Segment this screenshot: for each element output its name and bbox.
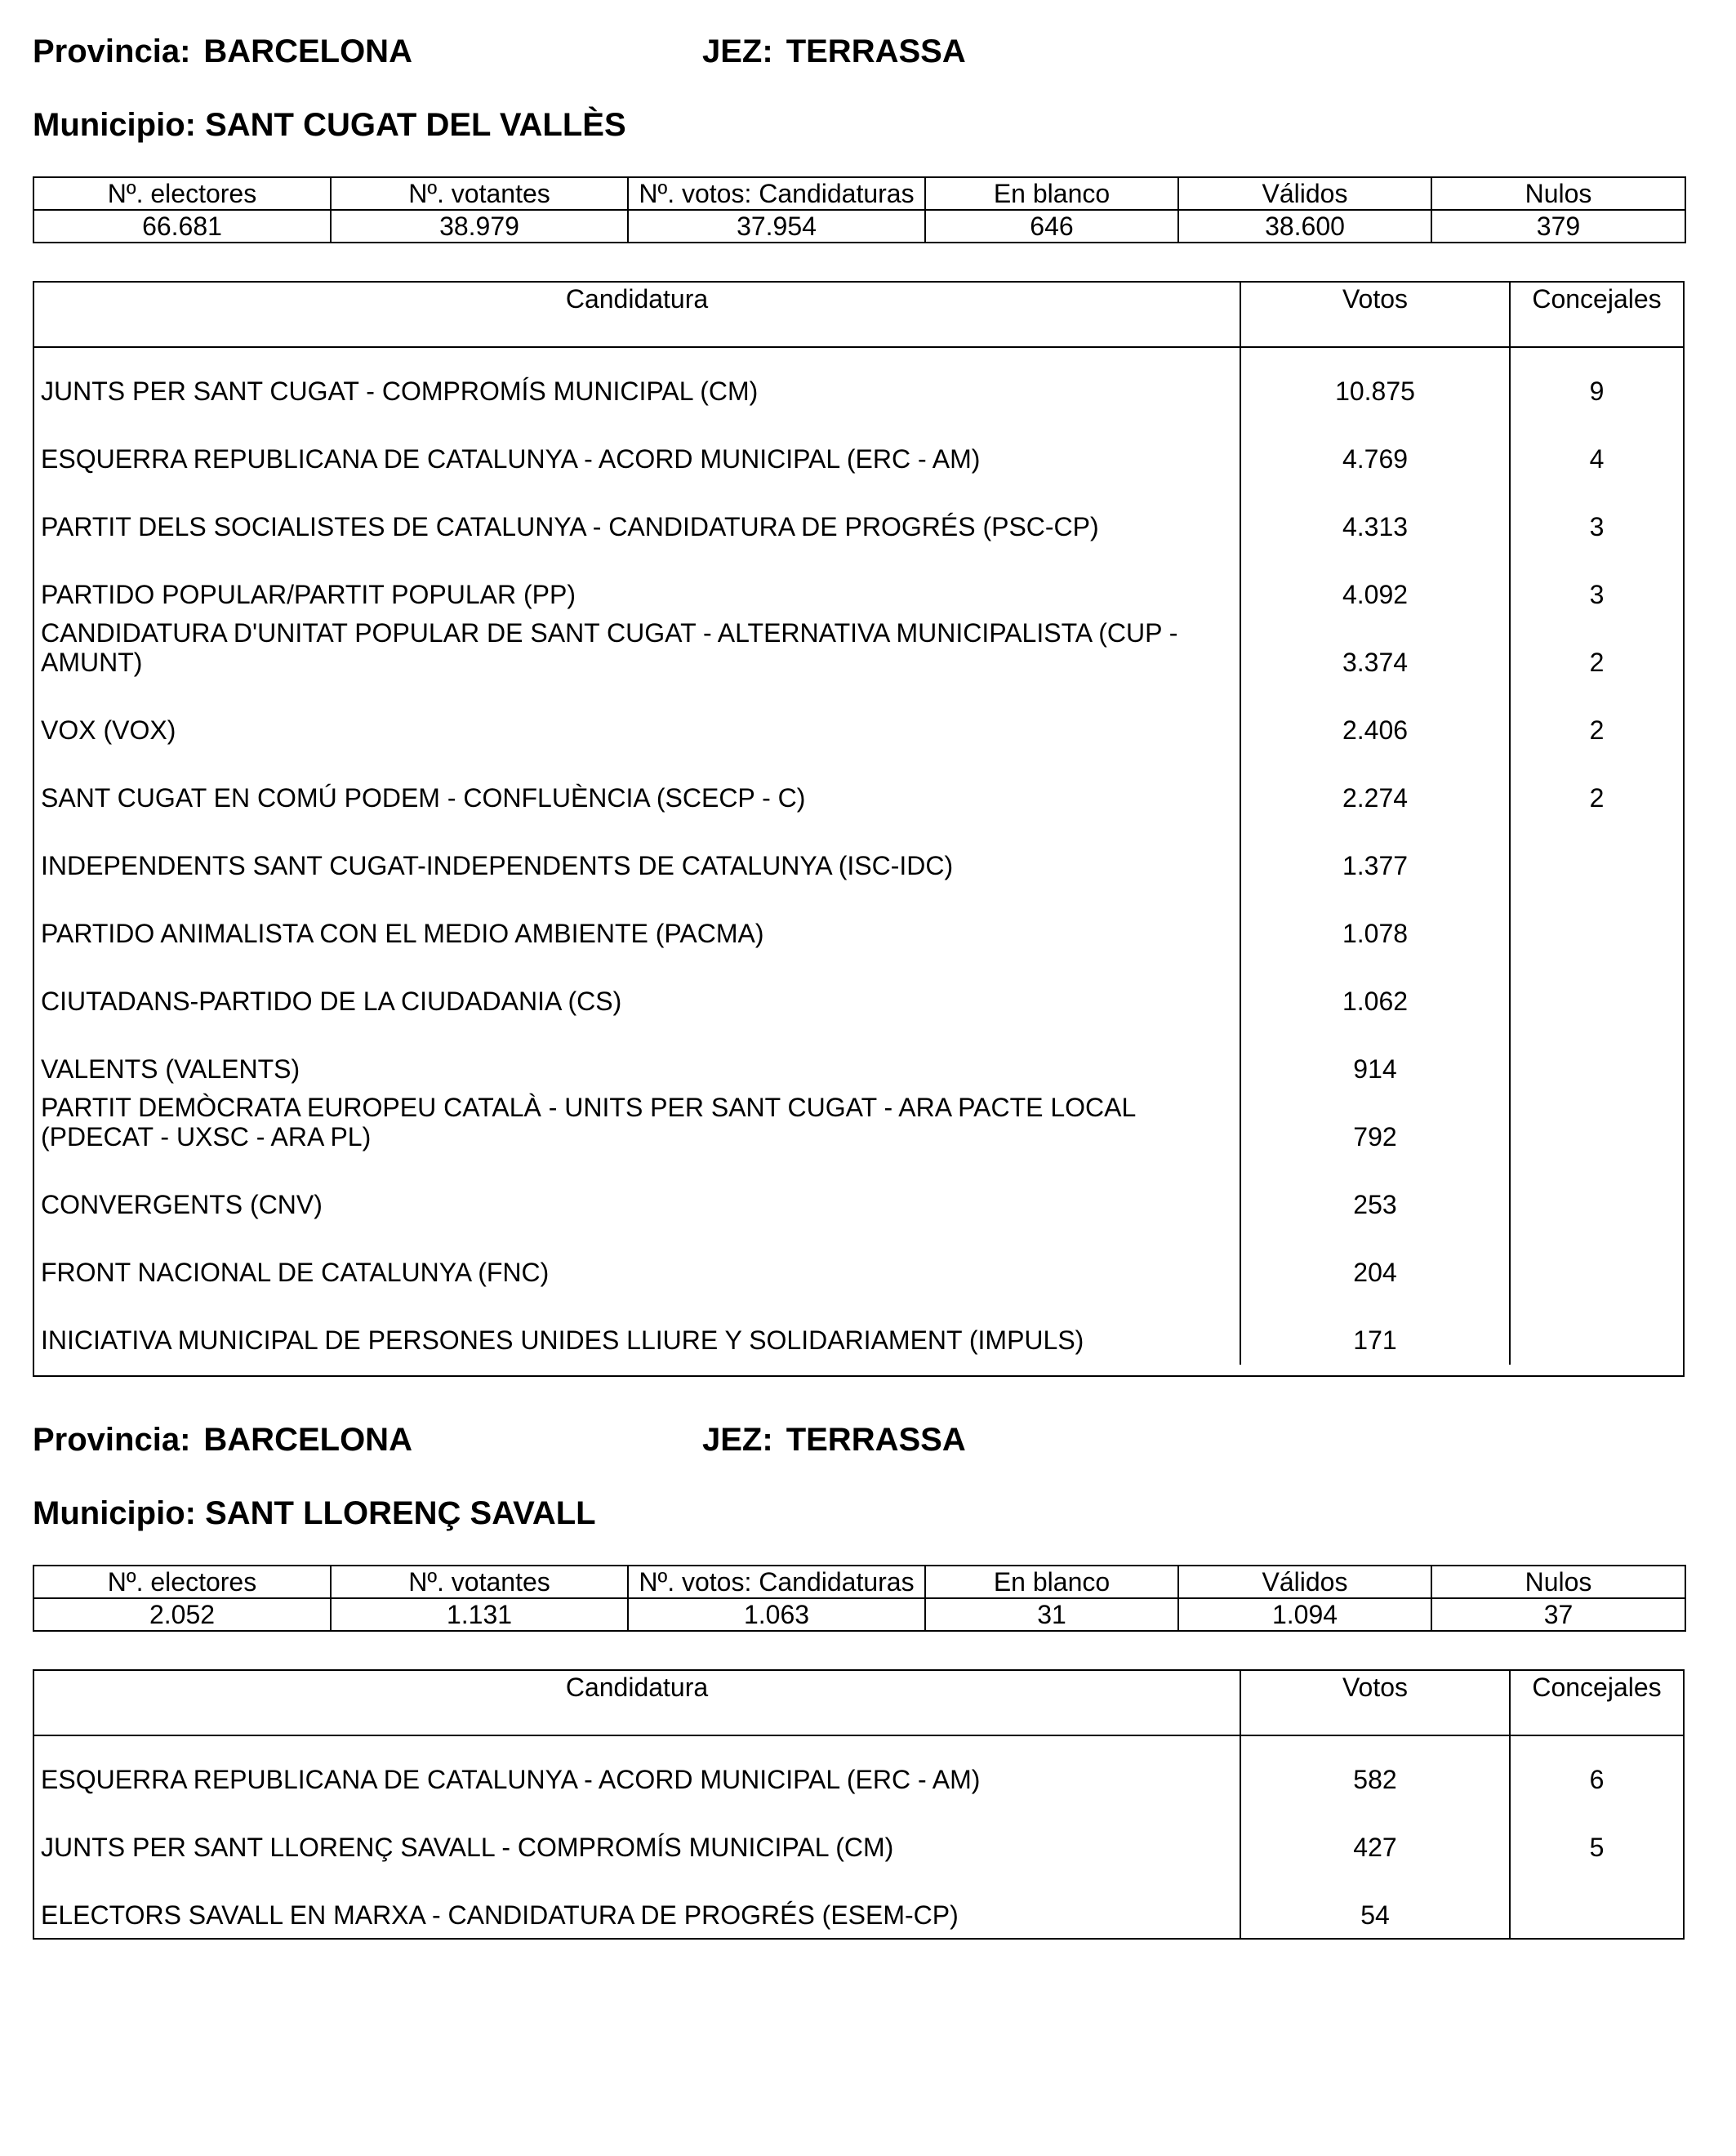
candidatura-cell: SANT CUGAT EN COMÚ PODEM - CONFLUÈNCIA (SCECP - C) — [41, 783, 806, 813]
votos-header: Votos — [1240, 283, 1509, 346]
summary-value-cell: 37 — [1431, 1598, 1685, 1631]
summary-value-cell: 31 — [925, 1598, 1178, 1631]
votos-cell: 2.274 — [1240, 755, 1509, 822]
result-row — [34, 1161, 1683, 1229]
provincia-value: BARCELONA — [203, 1422, 412, 1458]
votos-cell: 582 — [1240, 1736, 1509, 1804]
summary-header-cell: Nº. votantes — [331, 1566, 628, 1598]
candidatura-cell: ESQUERRA REPUBLICANA DE CATALUNYA - ACORD MUNICIPAL (ERC - AM) — [41, 1765, 981, 1794]
municipality-section — [33, 1419, 1685, 1942]
concejales-cell — [1509, 1026, 1683, 1094]
result-row — [34, 551, 1683, 619]
summary-value-cell: 38.979 — [331, 210, 628, 243]
concejales-cell — [1509, 958, 1683, 1026]
votos-cell: 204 — [1240, 1229, 1509, 1297]
summary-value-cell: 2.052 — [33, 1598, 331, 1631]
summary-header-cell: Nº. votos: Candidaturas — [628, 1566, 925, 1598]
summary-header-cell: Nº. electores — [33, 1566, 331, 1598]
summary-header-cell: En blanco — [925, 1566, 1178, 1598]
concejales-cell — [1509, 890, 1683, 958]
votos-cell: 1.377 — [1240, 822, 1509, 890]
summary-value-cell: 1.063 — [628, 1598, 925, 1631]
result-row — [34, 1872, 1683, 1940]
result-row — [34, 1094, 1683, 1161]
votos-header: Votos — [1240, 1671, 1509, 1735]
candidatura-header: Candidatura — [565, 1673, 709, 1702]
municipio-label: Municipio: — [33, 107, 196, 143]
candidatura-cell: PARTIT DELS SOCIALISTES DE CATALUNYA - CANDIDATURA DE PROGRÉS (PSC-CP) — [41, 512, 1099, 541]
summary-value-cell: 1.131 — [331, 1598, 628, 1631]
concejales-cell — [1509, 822, 1683, 890]
candidatura-cell: JUNTS PER SANT CUGAT - COMPROMÍS MUNICIPAL (CM) — [41, 376, 759, 406]
candidatura-cell: JUNTS PER SANT LLORENÇ SAVALL - COMPROMÍS MUNICIPAL (CM) — [41, 1833, 894, 1862]
result-row — [34, 687, 1683, 755]
concejales-cell — [1509, 1229, 1683, 1297]
summary-table — [33, 176, 1686, 243]
votos-cell: 2.406 — [1240, 687, 1509, 755]
summary-value-row — [33, 210, 1685, 243]
municipio-value: SANT CUGAT DEL VALLÈS — [205, 107, 626, 143]
concejales-cell: 2 — [1509, 619, 1683, 687]
jez-line — [702, 1419, 966, 1460]
concejales-cell: 3 — [1509, 483, 1683, 551]
summary-header-row — [33, 1566, 1685, 1598]
votos-cell: 427 — [1240, 1804, 1509, 1872]
candidatura-cell: CIUTADANS-PARTIDO DE LA CIUDADANIA (CS) — [41, 987, 622, 1016]
candidatura-cell: VALENTS (VALENTS) — [41, 1054, 300, 1084]
candidatura-cell: PARTIDO ANIMALISTA CON EL MEDIO AMBIENTE (PACMA) — [41, 919, 764, 948]
candidatura-cell: FRONT NACIONAL DE CATALUNYA (FNC) — [41, 1258, 550, 1287]
concejales-cell — [1509, 1872, 1683, 1940]
results-table — [33, 1669, 1685, 1940]
votos-cell: 3.374 — [1240, 619, 1509, 687]
result-row — [34, 822, 1683, 890]
votos-cell: 10.875 — [1240, 348, 1509, 416]
concejales-cell: 3 — [1509, 551, 1683, 619]
results-header-row — [34, 1671, 1683, 1736]
summary-header-cell: En blanco — [925, 177, 1178, 210]
municipio-line — [33, 1493, 596, 1534]
candidatura-cell: VOX (VOX) — [41, 715, 176, 745]
votos-cell: 4.313 — [1240, 483, 1509, 551]
concejales-cell: 9 — [1509, 348, 1683, 416]
candidatura-cell: CONVERGENTS (CNV) — [41, 1190, 323, 1219]
candidatura-cell: PARTIT DEMÒCRATA EUROPEU CATALÀ - UNITS PER SANT CUGAT - ARA PACTE LOCAL (PDECAT - UXSC - ARA PL) — [41, 1093, 1136, 1152]
result-row — [34, 1736, 1683, 1804]
result-row — [34, 483, 1683, 551]
jez-line — [702, 31, 966, 72]
municipality-section — [33, 31, 1685, 1379]
result-row — [34, 619, 1683, 687]
concejales-cell — [1509, 1161, 1683, 1229]
candidatura-cell: ESQUERRA REPUBLICANA DE CATALUNYA - ACORD MUNICIPAL (ERC - AM) — [41, 444, 981, 474]
jez-label: JEZ: — [702, 1422, 773, 1458]
summary-header-cell: Nº. votantes — [331, 177, 628, 210]
provincia-line — [33, 31, 412, 72]
results-body — [34, 1736, 1683, 1940]
concejales-header: Concejales — [1509, 1671, 1683, 1735]
result-row — [34, 1229, 1683, 1297]
provincia-label: Provincia: — [33, 1422, 191, 1458]
concejales-cell: 6 — [1509, 1736, 1683, 1804]
provincia-value: BARCELONA — [203, 33, 412, 69]
summary-header-cell: Nº. votos: Candidaturas — [628, 177, 925, 210]
votos-cell: 1.062 — [1240, 958, 1509, 1026]
summary-value-cell: 38.600 — [1178, 210, 1431, 243]
concejales-cell — [1509, 1297, 1683, 1365]
result-row — [34, 958, 1683, 1026]
result-row — [34, 1026, 1683, 1094]
votos-cell: 792 — [1240, 1094, 1509, 1161]
concejales-cell: 5 — [1509, 1804, 1683, 1872]
candidatura-cell: ELECTORS SAVALL EN MARXA - CANDIDATURA DE PROGRÉS (ESEM-CP) — [41, 1900, 959, 1930]
result-row — [34, 416, 1683, 483]
candidatura-cell: INDEPENDENTS SANT CUGAT-INDEPENDENTS DE CATALUNYA (ISC-IDC) — [41, 851, 954, 880]
result-row — [34, 890, 1683, 958]
votos-cell: 1.078 — [1240, 890, 1509, 958]
results-body — [34, 348, 1683, 1365]
candidatura-cell: PARTIDO POPULAR/PARTIT POPULAR (PP) — [41, 580, 576, 609]
summary-value-cell: 1.094 — [1178, 1598, 1431, 1631]
jez-label: JEZ: — [702, 33, 773, 69]
results-table — [33, 281, 1685, 1377]
summary-header-cell: Nº. electores — [33, 177, 331, 210]
summary-value-cell: 37.954 — [628, 210, 925, 243]
votos-cell: 253 — [1240, 1161, 1509, 1229]
concejales-cell: 2 — [1509, 687, 1683, 755]
summary-table — [33, 1565, 1686, 1632]
provincia-line — [33, 1419, 412, 1460]
provincia-label: Provincia: — [33, 33, 191, 69]
summary-header-row — [33, 177, 1685, 210]
summary-header-cell: Válidos — [1178, 1566, 1431, 1598]
municipio-value: SANT LLORENÇ SAVALL — [205, 1495, 596, 1531]
votos-cell: 54 — [1240, 1872, 1509, 1940]
summary-value-cell: 66.681 — [33, 210, 331, 243]
results-header-row — [34, 283, 1683, 348]
concejales-cell: 2 — [1509, 755, 1683, 822]
concejales-header: Concejales — [1509, 283, 1683, 346]
candidatura-cell: INICIATIVA MUNICIPAL DE PERSONES UNIDES LLIURE Y SOLIDARIAMENT (IMPULS) — [41, 1325, 1084, 1355]
summary-header-cell: Válidos — [1178, 177, 1431, 210]
summary-header-cell: Nulos — [1431, 1566, 1685, 1598]
summary-header-cell: Nulos — [1431, 177, 1685, 210]
concejales-cell — [1509, 1094, 1683, 1161]
municipio-line — [33, 105, 626, 145]
summary-value-row — [33, 1598, 1685, 1631]
result-row — [34, 1804, 1683, 1872]
votos-cell: 914 — [1240, 1026, 1509, 1094]
jez-value: TERRASSA — [786, 33, 966, 69]
votos-cell: 4.092 — [1240, 551, 1509, 619]
result-row — [34, 755, 1683, 822]
concejales-cell: 4 — [1509, 416, 1683, 483]
summary-value-cell: 646 — [925, 210, 1178, 243]
jez-value: TERRASSA — [786, 1422, 966, 1458]
municipio-label: Municipio: — [33, 1495, 196, 1531]
candidatura-cell: CANDIDATURA D'UNITAT POPULAR DE SANT CUGAT - ALTERNATIVA MUNICIPALISTA (CUP - AMUNT) — [41, 618, 1178, 677]
result-row — [34, 1297, 1683, 1365]
result-row — [34, 348, 1683, 416]
summary-value-cell: 379 — [1431, 210, 1685, 243]
candidatura-header: Candidatura — [565, 284, 709, 314]
votos-cell: 171 — [1240, 1297, 1509, 1365]
votos-cell: 4.769 — [1240, 416, 1509, 483]
